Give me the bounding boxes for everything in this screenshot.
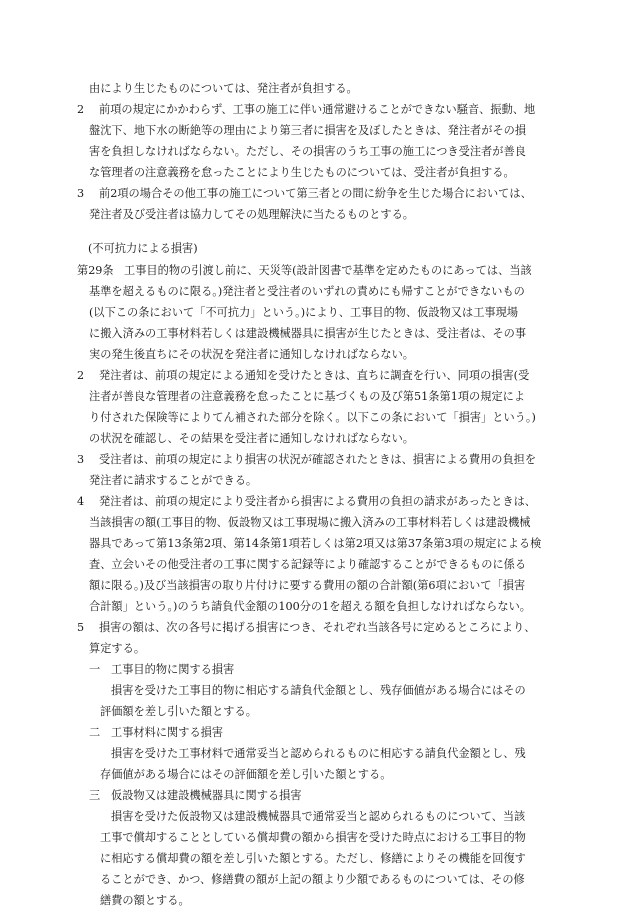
item-3-line-5: 繕費の額とする。 [100, 894, 190, 907]
art29-p4-line-6: 合計額」という。)のうち請負代金額の100分の1を超える額を負担しなければならない。 [89, 600, 532, 613]
art29-p1-line-1: 工事目的物の引渡し前に、天災等(設計図書で基準を定めたものにあっては、当該 [124, 264, 532, 277]
art29-p4-line-4: 査、立会いその他受注者の工事に関する記録等により確認することができるものに係る [89, 558, 527, 571]
item-1-number: 一 [89, 663, 101, 676]
art29-p4-line-1: 発注者は、前項の規定により受注者から損害による費用の負担の請求があったときは、 [99, 495, 536, 508]
art29-heading: 第29条 [77, 264, 114, 277]
item-2-number: 二 [89, 726, 101, 739]
art29-p4-number: 4 [77, 495, 85, 508]
art28-p3-line-2: 発注者及び受注者は協力してその処理解決に当たるものとする。 [89, 208, 415, 221]
art29-p2-line-2: 注者が善良な管理者の注意義務を怠ったことに基づくもの及び第51条第1項の規定によ [89, 390, 526, 403]
item-3-line-4: ることができ、かつ、修繕費の額が上記の額より少額であるものについては、その修 [100, 873, 525, 886]
art29-p5-line-2: 算定する。 [89, 642, 146, 655]
art29-p1-line-3: (以下この条において「不可抗力」という。)により、工事目的物、仮設物又は工事現場 [89, 306, 519, 319]
art28-p2-line-3: 害を負担しなければならない。ただし、その損害のうち工事の施工につき受注者が善良 [89, 145, 526, 158]
art29-p5-number: 5 [77, 621, 85, 634]
art29-p1-line-4: に搬入済みの工事材料若しくは建設機械器具に損害が生じたときは、受注者は、その事 [89, 327, 527, 340]
item-2-line-1: 損害を受けた工事材料で通常妥当と認められるものに相応する請負代金額とし、残 [111, 747, 526, 760]
item-3-line-2: 工事で償却することとしている償却費の額から損害を受けた時点における工事目的物 [100, 831, 526, 844]
art28-p3-number: 3 [77, 187, 85, 200]
art29-p4-line-3: 器具であって第13条第2項、第14条第1項若しくは第2項又は第37条第3項の規定による検 [89, 537, 542, 550]
item-3-line-1: 損害を受けた仮設物又は建設機械器具で通常妥当と認められるものについて、当該 [111, 810, 526, 823]
art29-p2-line-3: り付された保険等によりてん補された部分を除く。以下この条において「損害」という。) [89, 411, 536, 424]
art29-caption: (不可抗力による損害) [88, 242, 198, 255]
art28-p3-line-1: 前2項の場合その他工事の施工について第三者との間に紛争を生じた場合においては、 [99, 187, 532, 200]
art28-p2-line-4: な管理者の注意義務を怠ったことにより生じたものについては、受注者が負担する。 [89, 166, 515, 179]
art29-p3-line-1: 受注者は、前項の規定により損害の状況が確認されたときは、損害による費用の負担を [99, 453, 537, 466]
art29-p3-line-2: 発注者に請求することができる。 [89, 474, 258, 487]
art28-p2-number: 2 [77, 103, 85, 116]
art28-p1-continuation: 由により生じたものについては、発注者が負担する。 [89, 82, 358, 95]
art28-p2-line-1: 前項の規定にかかわらず、工事の施工に伴い通常避けることができない騒音、振動、地 [99, 103, 536, 116]
item-1-title: 工事目的物に関する損害 [111, 663, 235, 676]
art29-p2-number: 2 [77, 369, 85, 382]
art29-p2-line-4: の状況を確認し、その結果を受注者に通知しなければならない。 [89, 432, 415, 445]
item-1-line-1: 損害を受けた工事目的物に相応する請負代金額とし、残存価値がある場合にはその [111, 684, 526, 697]
item-3-number: 三 [89, 789, 101, 802]
item-3-line-3: に相応する償却費の額を差し引いた額とする。ただし、修繕によりその機能を回復す [100, 852, 526, 865]
item-2-title: 工事材料に関する損害 [111, 726, 224, 739]
art29-p4-line-2: 当該損害の額(工事目的物、仮設物又は工事現場に搬入済みの工事材料若しくは建設機械 [89, 516, 531, 529]
art29-p2-line-1: 発注者は、前項の規定による通知を受けたときは、直ちに調査を行い、同項の損害(受 [99, 369, 530, 382]
art29-p4-line-5: 額に限る。)及び当該損害の取り片付けに要する費用の額の合計額(第6項において「損害 [89, 579, 526, 592]
item-1-line-2: 評価額を差し引いた額とする。 [100, 705, 257, 718]
item-2-line-2: 存価値がある場合にはその評価額を差し引いた額とする。 [100, 768, 392, 781]
art29-p1-line-5: 実の発生後直ちにその状況を発注者に通知しなければならない。 [89, 348, 415, 361]
art28-p2-line-2: 盤沈下、地下水の断絶等の理由により第三者に損害を及ぼしたときは、発注者がその損 [89, 124, 527, 137]
art29-p1-line-2: 基準を超えるものに限る。)発注者と受注者のいずれの責めにも帰すことができないもの [89, 285, 525, 298]
art29-p3-number: 3 [77, 453, 85, 466]
item-3-title: 仮設物又は建設機械器具に関する損害 [111, 789, 302, 802]
art29-p5-line-1: 損害の額は、次の各号に掲げる損害につき、それぞれ当該各号に定めるところにより、 [99, 621, 536, 634]
